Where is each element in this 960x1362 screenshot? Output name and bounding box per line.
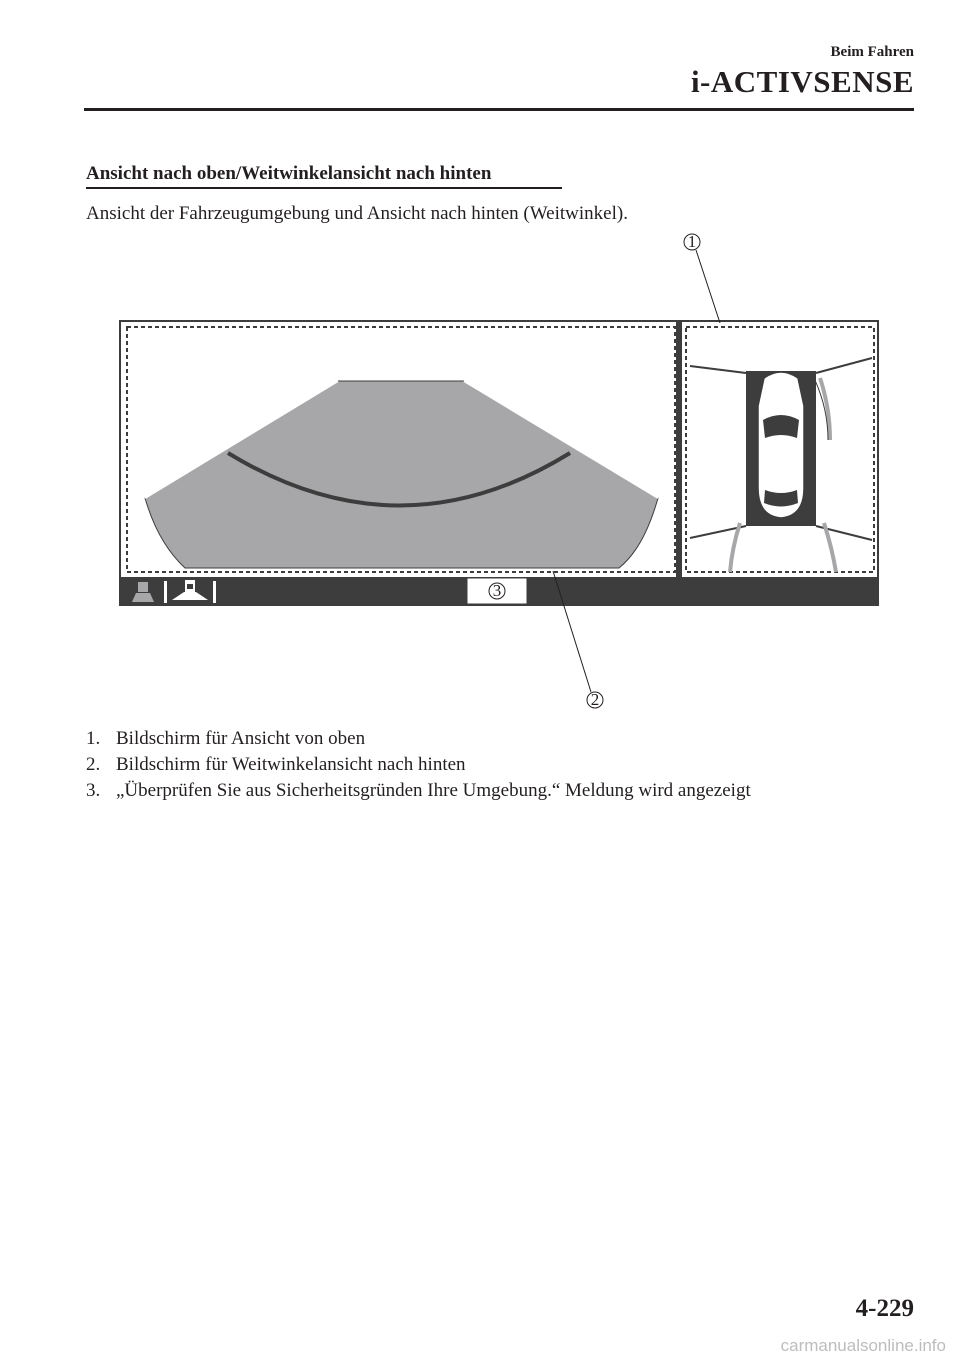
svg-text:1: 1 [687,232,697,251]
caption-item [86,752,751,778]
caption-number: 1. [86,728,101,749]
callout-1 [684,232,720,323]
camera-view-illustration [110,228,890,718]
page-number: 4-229 [855,1295,914,1322]
caption-number: 3. [86,780,101,801]
caption-text: Bildschirm für Weitwinkelansicht nach hinten [116,754,466,775]
caption-number: 2. [86,754,101,775]
watermark: carmanualsonline.info [780,1336,946,1355]
header-chapter-title: i-ACTIVSENSE [690,64,914,99]
intro-paragraph: Ansicht der Fahrzeugumgebung und Ansicht nach hinten (Weitwinkel). [86,203,628,224]
caption-text: Bildschirm für Ansicht von oben [116,728,366,749]
section-heading: Ansicht nach oben/Weitwinkelansicht nach hinten [86,163,492,184]
caption-text: „Überprüfen Sie aus Sicherheitsgründen Ihre Umgebung.“ Meldung wird angezeigt [116,780,751,801]
caption-item [86,726,751,752]
header-section-label: Beim Fahren [830,44,914,60]
caption-item [86,778,751,804]
screen-divider [676,321,682,577]
header-divider [84,108,914,111]
svg-text:3: 3 [492,581,502,600]
caption-list [86,726,751,804]
section-heading-underline [86,187,562,189]
svg-text:2: 2 [590,690,600,709]
